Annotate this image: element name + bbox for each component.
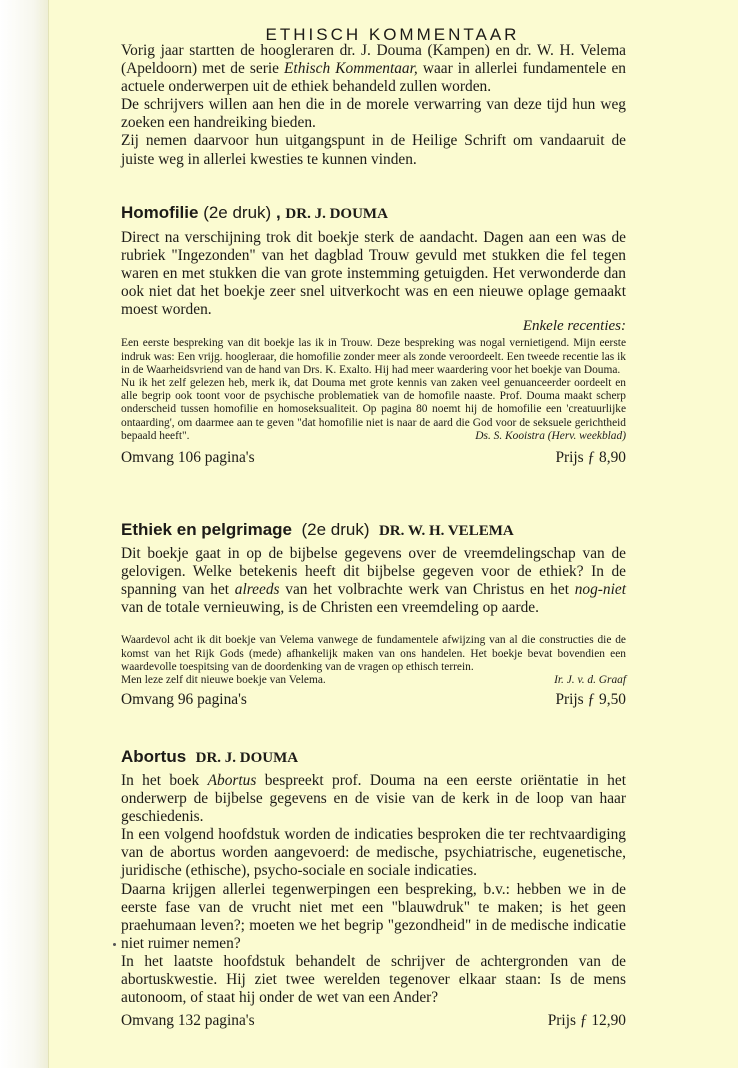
desc-text-a: Dit boekje gaat in op de bijbelse gegevens over de vreemdelingschap van de gelovigen. Welke betekenis heeft dit bijbelse gegeven voor de ethiek? In de spanning van het [121, 545, 626, 599]
book-title: Ethiek en pelgrimage [121, 520, 292, 539]
desc-emphasis-2: nog-niet [574, 581, 627, 599]
reviewer-name: Ds. S. Kooistra (Herv. weekblad) [475, 429, 626, 442]
book-author: DR. J. DOUMA [195, 750, 299, 766]
price: Prijs ƒ 8,90 [555, 449, 626, 467]
book-heading [121, 520, 626, 540]
book-title: Abortus [121, 747, 187, 766]
book-heading [121, 203, 626, 223]
intro-text-b: waar in allerlei fundamentele en actuele onderwerpen uit de ethiek behandeld zullen worden. [121, 60, 626, 96]
desc-text-c: van de totale vernieuwing, is de Christen een vreemdeling op aarde. [121, 599, 539, 617]
heading-separator: , [275, 203, 281, 222]
intro-paragraph-2: De schrijvers willen aan hen die in de morele verwarring van deze tijd hun weg zoeken een handreiking bieden. [121, 96, 626, 132]
abortus-text-a: In het boek [121, 772, 208, 789]
intro-section [121, 42, 626, 169]
abortus-paragraph-1 [121, 772, 626, 826]
book-edition: (2e druk) [301, 520, 370, 539]
abortus-paragraph-3: Daarna krijgen allerlei tegenwerpingen een bespreking, b.v.: hebben we in de eerste fase van de vrucht niet met een "blauwdruk" te maken; is het geen praehumaan leven?; moeten we het begrip "gezondheid" in de medische indicatie niet ruimer nemen? [121, 880, 626, 952]
book-ethiek-en-pelgrimage [121, 520, 626, 709]
desc-text-b: van het volbrachte werk van Christus en het [279, 581, 575, 599]
review-last-line: Men leze zelf dit nieuwe boekje van Velema. [121, 673, 326, 686]
page-count: Omvang 132 pagina's [121, 1012, 255, 1030]
page-count: Omvang 96 pagina's [121, 691, 247, 709]
price: Prijs ƒ 9,50 [555, 691, 626, 709]
book-author: DR. W. H. VELEMA [378, 523, 514, 539]
series-name: Ethisch Kommentaar, [284, 60, 418, 78]
book-edition: (2e druk) [203, 203, 272, 222]
scan-margin [0, 0, 48, 1068]
intro-paragraph-1 [121, 42, 626, 96]
book-heading [121, 747, 626, 767]
book-homofilie [121, 203, 626, 467]
book-description: Direct na verschijning trok dit boekje sterk de aandacht. Dagen aan een was de rubriek "Ingezonden" van het dagblad Trouw gevuld met stukken die fel tegen waren en met stukken die van grote instemming getuigden. Het verwonderde dan ook niet dat het boekje zeer snel uitverkocht was en een nieuwe oplage gemaakt moest worden. [121, 229, 626, 319]
page-title: ETHISCH KOMMENTAAR [265, 25, 520, 45]
reviews-label: Enkele recenties: [522, 318, 626, 335]
book-description [121, 545, 626, 617]
abortus-emphasis: Abortus [207, 772, 257, 789]
review-paragraph: Waardevol acht ik dit boekje van Velema vanwege de fundamentele afwijzing van al die constructies die de komst van het Rijk Gods (mede) afhankelijk maken van ons handelen. Het boekje bevat bovendien een waardevolle toespitsing van de doordenking van de vragen op ethisch terrein. [121, 634, 626, 673]
review-text: Nu ik het zelf gelezen heb, merk ik, dat Douma met grote kennis van zaken veel genuanceerder oordeelt en alle begrip ook toont voor de psychische problematiek van de homofile naaste. Prof. Douma maakt scherp onderscheid tussen homofilie en homoseksualiteit. Op pagina 80 noemt hij de homofilie een 'creatuurlijke ontaarding', om daarmee aan te geven "dat homofilie niet is naar de aard die God voor de seksuele gerichtheid bepaald heeft". [121, 377, 626, 442]
intro-paragraph-3: Zij nemen daarvoor hun uitgangspunt in de Heilige Schrift om vandaaruit de juiste weg in allerlei kwesties te kunnen vinden. [121, 132, 626, 168]
desc-emphasis-1: alreeds [234, 581, 280, 599]
book-author: DR. J. DOUMA [285, 206, 388, 222]
intro-text-a: Vorig jaar startten de hoogleraren dr. J. Douma (Kampen) en dr. W. H. Velema (Apeldoorn) met de serie [121, 42, 626, 78]
review-paragraph-2 [121, 377, 626, 443]
review-closing [121, 674, 626, 687]
page-count: Omvang 106 pagina's [121, 449, 255, 467]
bullet-mark [113, 943, 116, 946]
review-paragraph-1: Een eerste bespreking van dit boekje las ik in Trouw. Deze bespreking was nogal vernietigend. Mijn eerste indruk was: Een vrijg. hoogleraar, die homofilie zonder meer als zonde veroordeelt. Een tweede recentie las ik in de Waarheidsvriend van de hand van Drs. K. Exalto. Hij had meer waardering voor het boekje van Douma. [121, 337, 626, 376]
abortus-text-b: bespreekt prof. Douma na een eerste oriëntatie in het onderwerp de bijbelse gegevens en de visie van de kerk in de loop van haar geschiedenis. [121, 772, 626, 826]
book-abortus [121, 747, 626, 1030]
book-title: Homofilie [121, 203, 199, 222]
reviewer-name: Ir. J. v. d. Graaf [554, 673, 626, 686]
book-meta [121, 1012, 626, 1030]
book-meta [121, 691, 626, 709]
abortus-paragraph-2: In een volgend hoofdstuk worden de indicaties besproken die ter rechtvaardiging van de abortus worden aangevoerd: de medische, psychiatrische, eugenetische, juridische (ethische), psycho-sociale en sociale indicaties. [121, 826, 626, 880]
book-meta [121, 449, 626, 467]
price: Prijs ƒ 12,90 [547, 1012, 626, 1030]
abortus-paragraph-4: In het laatste hoofdstuk behandelt de schrijver de achtergronden van de abortuskwestie. Hij ziet twee werelden tegenover elkaar staan: Is de mens autonoom, of staat hij onder de wet van een Ander? [121, 952, 626, 1007]
